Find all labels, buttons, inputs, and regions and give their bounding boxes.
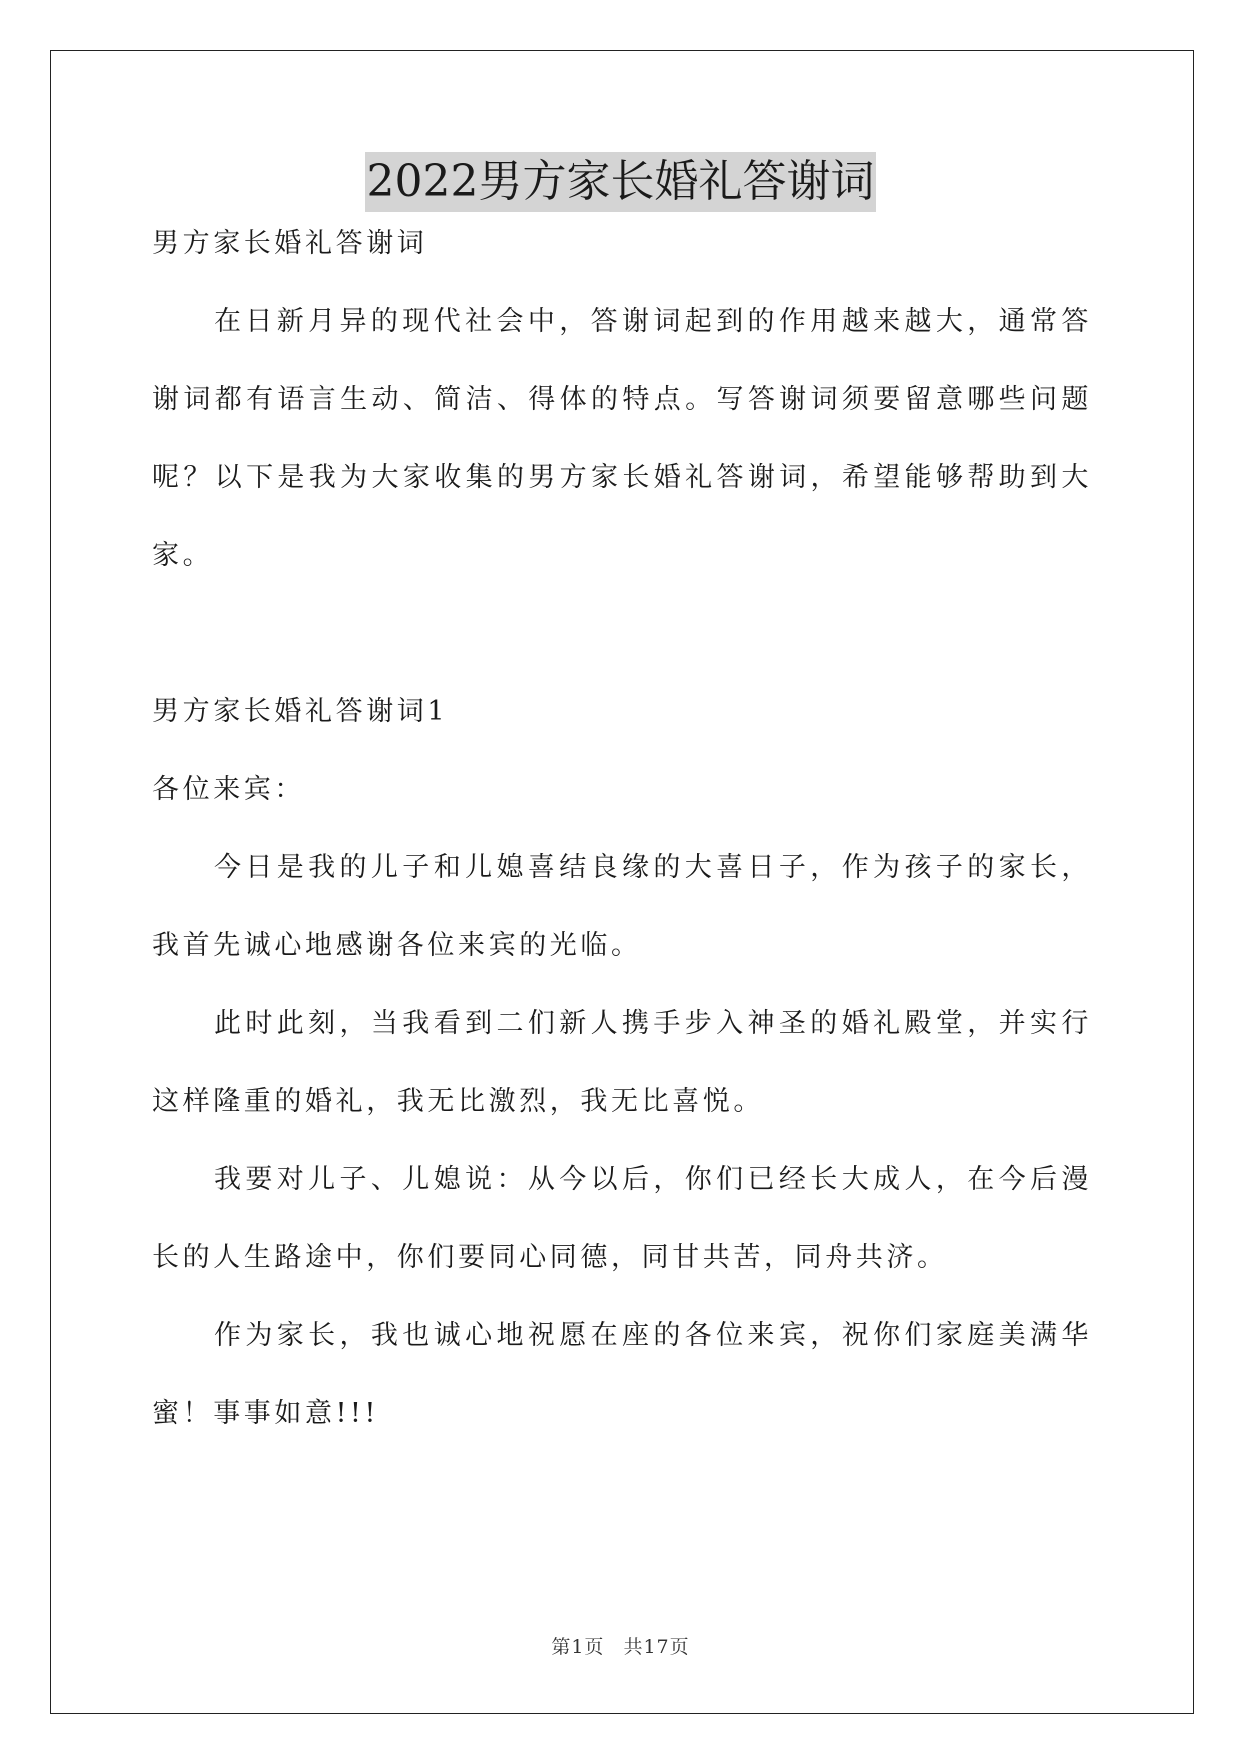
title-container [0, 152, 1241, 212]
page-footer [0, 1632, 1241, 1659]
blank-line [152, 595, 1092, 673]
page-number: 第1页 [551, 1636, 605, 1658]
page-total: 共17页 [623, 1636, 690, 1658]
body-paragraph: 今日是我的儿子和儿媳喜结良缘的大喜日子，作为孩子的家长，我首先诚心地感谢各位来宾的光临。 [152, 852, 1092, 961]
section-heading: 男方家长婚礼答谢词 [152, 228, 428, 259]
subsection-heading: 男方家长婚礼答谢词1 [152, 696, 449, 727]
body-paragraph: 作为家长，我也诚心地祝愿在座的各位来宾，祝你们家庭美满华蜜！事事如意!!! [152, 1320, 1092, 1429]
intro-paragraph: 在日新月异的现代社会中，答谢词起到的作用越来越大，通常答谢词都有语言生动、简洁、得体的特点。写答谢词须要留意哪些问题呢？以下是我为大家收集的男方家长婚礼答谢词，希望能够帮助到大家。 [152, 306, 1092, 571]
body-paragraph: 我要对儿子、儿媳说：从今以后，你们已经长大成人，在今后漫长的人生路途中，你们要同心同德，同甘共苦，同舟共济。 [152, 1164, 1092, 1273]
salutation: 各位来宾： [152, 774, 305, 805]
document-body [152, 205, 1092, 1453]
body-paragraph: 此时此刻，当我看到二们新人携手步入神圣的婚礼殿堂，并实行这样隆重的婚礼，我无比激烈，我无比喜悦。 [152, 1008, 1092, 1117]
document-title: 2022男方家长婚礼答谢词 [365, 152, 877, 212]
